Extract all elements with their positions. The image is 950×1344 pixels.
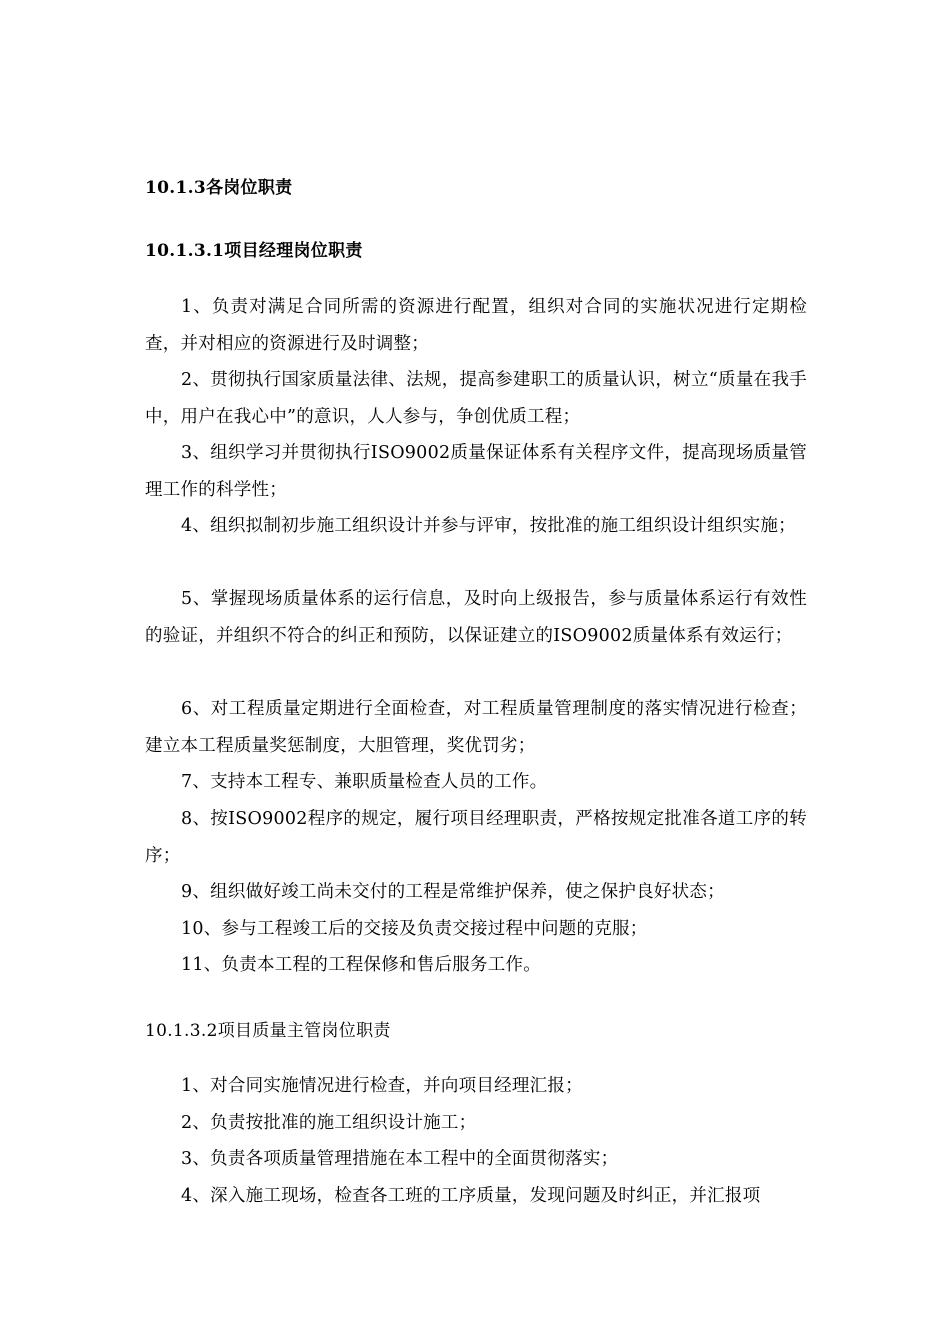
duty-item: 2、负责按批准的施工组织设计施工； bbox=[181, 1113, 477, 1133]
duty-item: 1、对合同实施情况进行检查，并向项目经理汇报； bbox=[181, 1076, 583, 1096]
duty-item: 8、按ISO9002程序的规定，履行项目经理职责，严格按规定批准各道工序的转序； bbox=[145, 809, 807, 866]
duty-item: 4、深入施工现场，检查各工班的工序质量，发现问题及时纠正，并汇报项 bbox=[181, 1186, 761, 1206]
duty-item: 9、组织做好竣工尚未交付的工程是常维护保养，使之保护良好状态； bbox=[181, 882, 725, 902]
duty-item: 4、组织拟制初步施工组织设计并参与评审，按批准的施工组织设计组织实施； bbox=[181, 516, 796, 536]
subsection-heading-quality-supervisor: 10.1.3.2项目质量主管岗位职责 bbox=[145, 1021, 391, 1041]
duty-item: 6、对工程质量定期进行全面检查，对工程质量管理制度的落实情况进行检查；建立本工程质量奖惩制度，大胆管理，奖优罚劣； bbox=[145, 699, 807, 756]
duty-item: 5、掌握现场质量体系的运行信息，及时向上级报告，参与质量体系运行有效性的验证，并组织不符合的纠正和预防，以保证建立的ISO9002质量体系有效运行； bbox=[145, 589, 807, 646]
duty-item: 3、负责各项质量管理措施在本工程中的全面贯彻落实； bbox=[181, 1149, 619, 1169]
duty-item: 2、贯彻执行国家质量法律、法规，提高参建职工的质量认识，树立“质量在我手中，用户在我心中”的意识，人人参与，争创优质工程； bbox=[145, 370, 807, 427]
subsection-heading-project-manager: 10.1.3.1项目经理岗位职责 bbox=[145, 241, 363, 261]
duty-item: 10、参与工程竣工后的交接及负责交接过程中问题的克服； bbox=[181, 919, 648, 939]
section-heading: 10.1.3各岗位职责 bbox=[145, 178, 293, 198]
duty-item: 7、支持本工程专、兼职质量检查人员的工作。 bbox=[181, 772, 548, 792]
duty-item: 11、负责本工程的工程保修和售后服务工作。 bbox=[181, 955, 542, 975]
duty-item: 1、负责对满足合同所需的资源进行配置，组织对合同的实施状况进行定期检查，并对相应的资源进行及时调整； bbox=[145, 297, 807, 354]
duty-item: 3、组织学习并贯彻执行ISO9002质量保证体系有关程序文件，提高现场质量管理工作的科学性； bbox=[145, 443, 807, 500]
